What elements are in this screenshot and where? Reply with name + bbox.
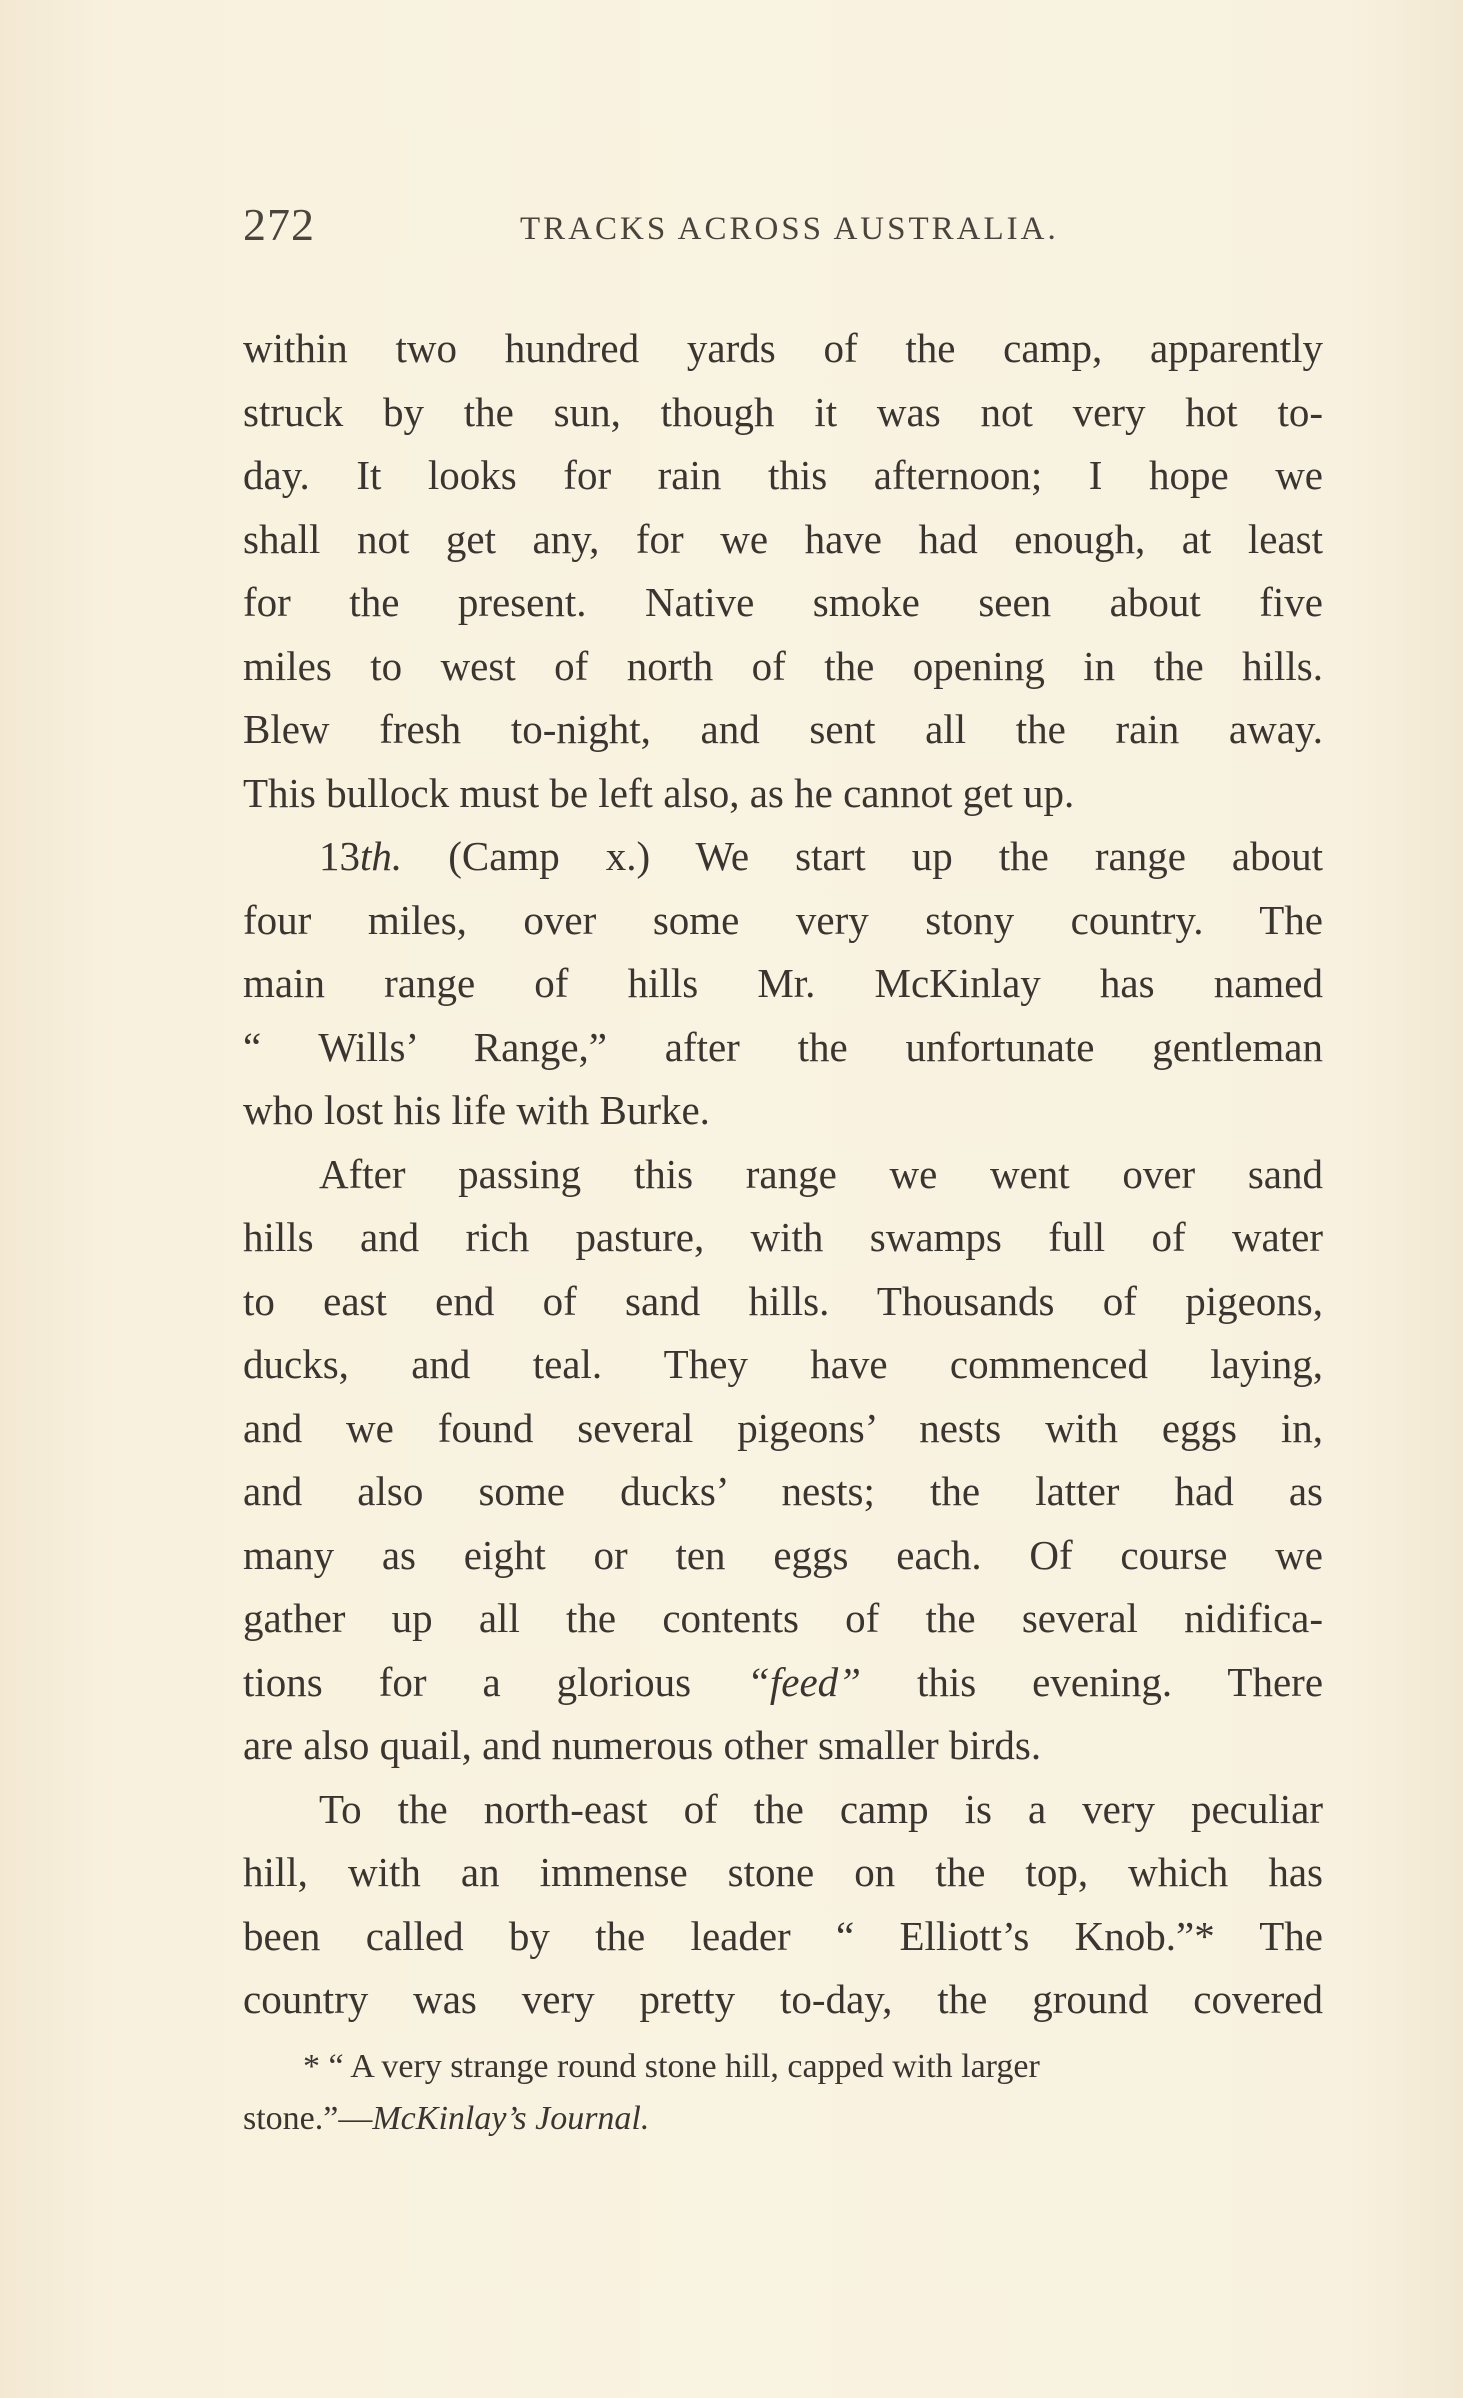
- text-line: miles to west of north of the opening in the hills.: [243, 642, 1323, 689]
- text-line: to east end of sand hills. Thousands of pigeons,: [243, 1277, 1323, 1324]
- text-line: Blew fresh to-night, and sent all the rain away.: [243, 706, 1323, 752]
- footnote-line: * “ A very strange round stone hill, capped with larger: [303, 2048, 1040, 2085]
- text-line: for the present. Native smoke seen about five: [243, 579, 1323, 625]
- text-line: day. It looks for rain this afternoon; I hope we: [243, 452, 1323, 498]
- text-line: been called by the leader “ Elliott’s Knob.”* The: [243, 1912, 1323, 1959]
- text-line: country was very pretty to-day, the ground covered: [243, 1976, 1323, 2022]
- text-line: main range of hills Mr. McKinlay has named: [243, 960, 1323, 1006]
- text-line: who lost his life with Burke.: [243, 1087, 710, 1133]
- text-line: hills and rich pasture, with swamps full of water: [243, 1214, 1323, 1260]
- text-line: and also some ducks’ nests; the latter had as: [243, 1468, 1323, 1514]
- text-line: struck by the sun, though it was not very hot to-: [243, 388, 1323, 435]
- text-line: “ Wills’ Range,” after the unfortunate gentleman: [243, 1023, 1323, 1070]
- text-line: within two hundred yards of the camp, apparently: [243, 325, 1323, 371]
- text-line: ducks, and teal. They have commenced laying,: [243, 1341, 1323, 1387]
- text-line: After passing this range we went over sand: [319, 1150, 1323, 1197]
- page-number: 272: [243, 199, 315, 250]
- feed-italic: “feed”: [747, 1658, 861, 1705]
- text-line: and we found several pigeons’ nests with eggs in,: [243, 1404, 1323, 1451]
- footnote-source: McKinlay’s Journal.: [372, 2100, 650, 2137]
- running-title: TRACKS ACROSS AUSTRALIA.: [520, 211, 1059, 247]
- page-header: [243, 198, 1323, 258]
- footnote: [243, 2041, 1323, 2145]
- text-line: To the north-east of the camp is a very peculiar: [319, 1785, 1323, 1832]
- dated-entry-text: (Camp x.) We start up the range about: [448, 833, 1324, 879]
- text-line: hill, with an immense stone on the top, which has: [243, 1849, 1323, 1895]
- text-line: are also quail, and numerous other smaller birds.: [243, 1722, 1042, 1768]
- text-line: four miles, over some very stony country. The: [243, 896, 1323, 943]
- text-line: shall not get any, for we have had enough, at least: [243, 515, 1323, 562]
- text-line: gather up all the contents of the several nidifica-: [243, 1595, 1323, 1641]
- text-line-dated: [243, 825, 1323, 889]
- text-line: many as eight or ten eggs each. Of course we: [243, 1531, 1323, 1578]
- text-line: tions for a glorious “feed” this evening. There: [243, 1658, 1324, 1705]
- footnote-line: stone.”—McKinlay’s Journal.: [243, 2100, 650, 2137]
- date-marker: 13th.: [319, 833, 403, 879]
- body-text: [243, 317, 1323, 2032]
- text-line: This bullock must be left also, as he cannot get up.: [243, 769, 1075, 816]
- footnote-marker: *: [303, 2048, 320, 2085]
